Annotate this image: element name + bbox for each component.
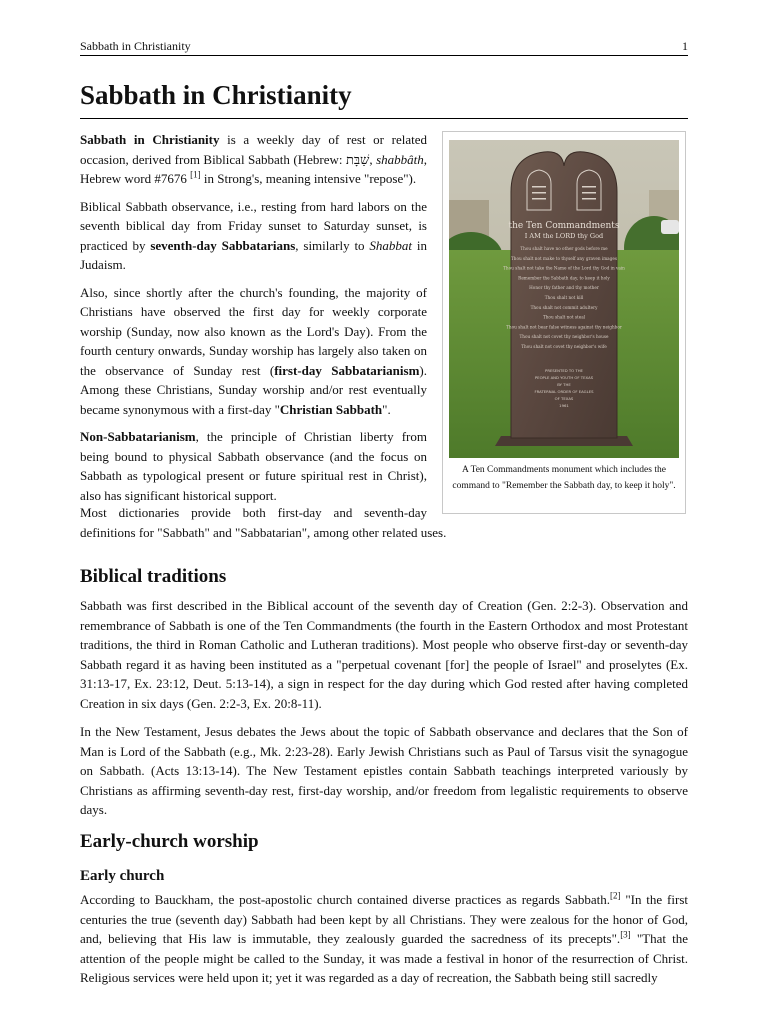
article-title: Sabbath in Christianity	[80, 78, 688, 119]
text-run: , similarly to	[295, 237, 370, 253]
text-run: , the principle of Christian liberty from being bound to physical Sabbath observance (and the focus on Sabbath as typological present or future spiritual rest in Christ), also has significant historical support.	[80, 429, 427, 503]
monument-commandment-line: Thou shalt not commit adultery	[530, 304, 598, 310]
text-run: ".	[382, 401, 391, 417]
transliteration: shabbâth	[376, 151, 424, 167]
tablet-mark	[582, 186, 596, 188]
parked-car	[661, 220, 679, 234]
intro-paragraph-4	[80, 427, 427, 505]
monument-dedication-line: FRATERNAL ORDER OF EAGLES	[534, 389, 594, 394]
tablet-mark	[532, 186, 546, 188]
tablet-mark	[582, 198, 596, 200]
monument-dedication-line: PEOPLE AND YOUTH OF TEXAS	[534, 375, 594, 380]
citation-link[interactable]: [2]	[609, 890, 621, 901]
monument-commandment-line: Thou shalt not covet thy neighbor's house	[519, 334, 609, 340]
section-heading: Early-church worship	[80, 831, 259, 852]
text-line: Most dictionaries provide both first-day and seventh-day	[80, 505, 427, 520]
subsection-heading: Early church	[80, 868, 165, 884]
monument-dedication-line: 1961	[559, 403, 569, 408]
text-run: ). Among these Christians, Sunday worship and/or rest eventually became synonymous with a first-day "	[80, 362, 427, 417]
monument-dedication-line: OF TEXAS	[554, 396, 574, 401]
intro-section	[80, 130, 427, 513]
paragraph: In the New Testament, Jesus debates the Jews about the topic of Sabbath observance and declares that the Son of Man is Lord of the Sabbath (e.g., Mk. 2:23-28). Early Jewish Christians such as Paul of Tarsus visit the synagogue on Sabbath. (Acts 13:13-14). The New Testament epistles contain Sabbath teachings interpreted variously by Christians as affirming seventh-day rest, first-day worship, and/or freedom from legalistic requirements to observe days.	[80, 724, 688, 817]
intro-paragraph-1	[80, 130, 427, 189]
text-run: in Strong's, meaning intensive "repose").	[200, 171, 417, 186]
tablet-mark	[582, 192, 596, 194]
monument-photo	[449, 140, 679, 458]
paragraph	[80, 890, 688, 988]
monument-commandment-line: Thou shalt not bear false witness against thy neighbor	[506, 324, 622, 330]
intro-paragraph-3	[80, 283, 427, 420]
section-early-church-worship	[80, 830, 688, 997]
bold-term: Christian Sabbath	[279, 401, 383, 417]
citation-link[interactable]: [1]	[190, 169, 201, 180]
hebrew-word: שַׁבָּת	[345, 151, 370, 167]
text-run: in Judaism.	[80, 237, 427, 272]
text-run: Also, since shortly after the church's founding, the majority of Christians have observed the first day for weekly corporate worship (Sunday, now also known as the Lord's Day). From the fourth century onwards, Sunday worship has largely also taken on the observance of Sunday rest (	[80, 284, 427, 378]
monument-dedication-line: PRESENTED TO THE	[545, 368, 583, 373]
section-heading: Biblical traditions	[80, 566, 227, 587]
text-run: Biblical Sabbath observance, i.e., resting from hard labors on the seventh biblical day from Friday sunset to Saturday sunset, is practiced by	[80, 198, 427, 253]
intro-paragraph-5	[80, 503, 686, 542]
text-run: ,	[369, 151, 377, 167]
monument-commandment-line: Thou shalt not steal	[542, 314, 586, 320]
monument-heading: the Ten Commandments	[508, 221, 620, 231]
monument-commandment-line: Thou shalt have no other gods before me	[520, 246, 608, 251]
intro-paragraph-2	[80, 197, 427, 275]
text-run: "In the first centuries the true (seventh day) Sabbath had been kept by all Christians. They were zealous for the honor of God, and, believing that His law is immutable, they zealously guarded the sacredness of its precepts".	[80, 892, 688, 946]
bold-term: first-day Sabbatarianism	[274, 362, 420, 378]
italic-term: Shabbat	[369, 237, 413, 253]
running-header-title: Sabbath in Christianity	[80, 39, 191, 53]
section-biblical-traditions	[80, 565, 688, 829]
page-number: 1	[682, 39, 688, 53]
text-run: According to Bauckham, the post-apostolic church contained diverse practices as regards Sabbath.	[80, 892, 610, 907]
figure-caption: A Ten Commandments monument which includes the command to "Remember the Sabbath day, to keep it holy".	[452, 465, 676, 491]
figure-frame	[442, 131, 686, 514]
monument-commandment-line: Thou shalt not kill	[544, 295, 584, 300]
tablet-mark	[532, 198, 546, 200]
paragraph: Sabbath was first described in the Biblical account of the seventh day of Creation (Gen. 2:2-3). Observation and remembrance of Sabbath is one of the Ten Commandments (the fourth in the Eastern Orthodox and most Protestant traditions, the third in Roman Catholic and Lutheran traditions). Most people who observe first-day or seventh-day Sabbath regard it as having been instituted as a "perpetual covenant [for] the people of Israel" and proselytes (Ex. 31:13-17, Ex. 23:12, Deut. 5:13-14), a sign in respect for the day during which God rested after having completed Creation in six days (Gen. 2:2-3, Ex. 20:8-11).	[80, 598, 688, 711]
text-run: "That the attention of the people might be called to the Sunday, it was made a festival in honor of the resurrection of Christ. Religious services were held upon it; yet it was regarded as a day of recreation, the Sabbath being still sacredly	[80, 931, 689, 985]
text-line: definitions for "Sabbath" and "Sabbatarian", among other related uses.	[80, 524, 447, 540]
lead-term: Sabbath in Christianity	[80, 132, 220, 147]
running-header	[80, 37, 688, 56]
monument-commandment-line: Thou shalt not take the Name of the Lord thy God in vain	[503, 265, 625, 271]
text-run: , Hebrew word #7676	[80, 151, 428, 186]
monument-dedication-line: BY THE	[557, 382, 571, 387]
tablet-mark	[532, 192, 546, 194]
monument-subheading: I AM the LORD thy God	[524, 232, 604, 240]
monument-commandment-line: Thou shalt not covet thy neighbor's wife	[521, 344, 607, 349]
monument-commandment-line: Remember the Sabbath day, to keep it holy	[518, 275, 610, 281]
bold-term: seventh-day Sabbatarians	[150, 237, 296, 253]
monument-commandment-line: Thou shalt not make to thyself any graven images	[511, 255, 617, 261]
citation-link[interactable]: [3]	[620, 929, 631, 940]
monument-commandment-line: Honor thy father and thy mother	[529, 285, 599, 291]
text-run: is a weekly day of rest or related occasion, derived from Biblical Sabbath (Hebrew:	[80, 132, 427, 167]
bold-term: Non-Sabbatarianism	[80, 429, 196, 444]
